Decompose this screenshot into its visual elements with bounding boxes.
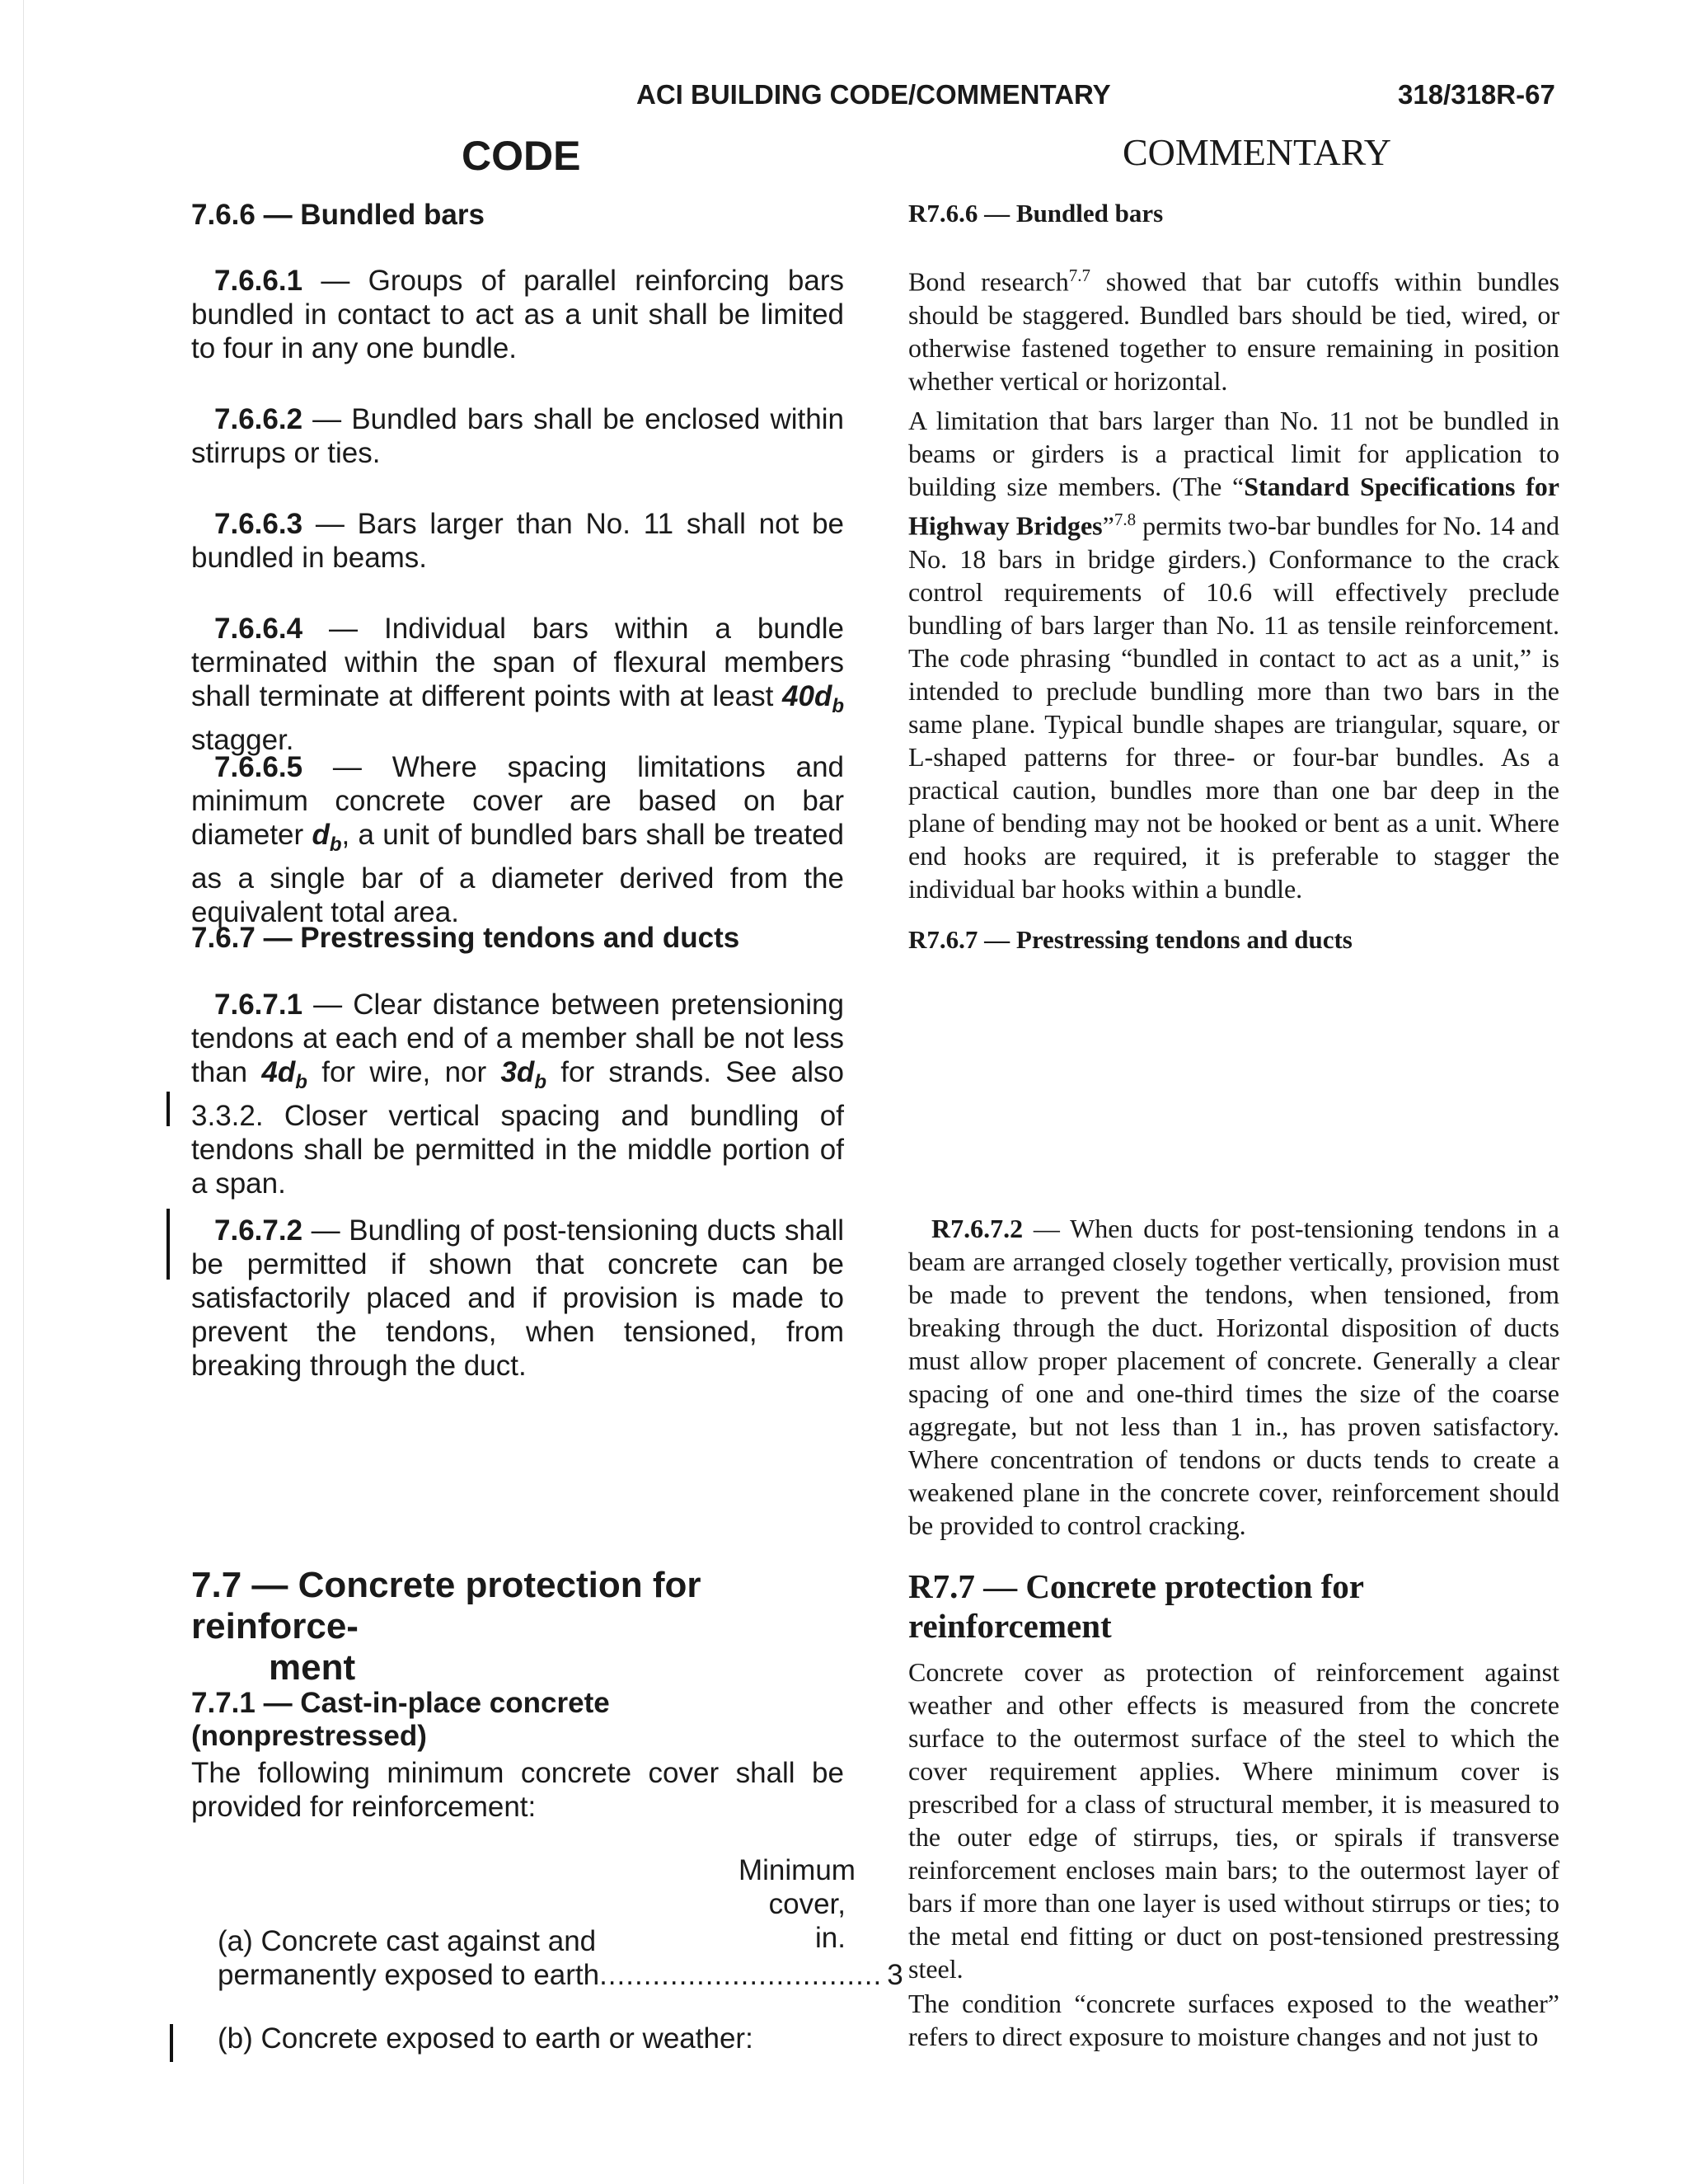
code-7-6-7-1-strand: 3d xyxy=(500,1056,535,1088)
code-7-6-6-5-text-a: — Where spacing limitations and minimum concrete cover are based on bar diameter xyxy=(191,751,844,851)
code-7-6-6-1 xyxy=(191,264,844,365)
commentary-column-heading: COMMENTARY xyxy=(1123,131,1392,173)
code-7-6-6-2-text: — Bundled bars shall be enclosed within stirrups or ties. xyxy=(191,403,844,469)
reference-superscript: 7.8 xyxy=(1114,510,1137,529)
code-7-6-7-1-sub1: b xyxy=(295,1071,307,1093)
code-7-6-6-1-number: 7.6.6.1 xyxy=(214,265,303,297)
change-bar xyxy=(166,1209,170,1280)
cover-item-a-line2: permanently exposed to earth xyxy=(218,1959,600,1991)
code-column-heading: CODE xyxy=(462,133,581,179)
change-bar xyxy=(170,2024,173,2062)
code-7-6-6-1-text: — Groups of parallel reinforcing bars bundled in contact to act as a unit shall be limited to four in any one bundle. xyxy=(191,265,844,364)
cover-item-a xyxy=(218,1924,903,1992)
leader-dots: ................................ xyxy=(599,1959,883,1991)
commentary-r7-7-p2: The condition “concrete surfaces exposed to the weather” refers to direct exposure to moisture changes and not just to xyxy=(908,1989,1559,2051)
code-7-6-6-3 xyxy=(191,507,844,575)
code-7-6-6-5-d: d xyxy=(312,819,330,851)
commentary-r7-6-6-p2-a: A limitation that bars larger than No. 11 not be bundled in beams or girders is a practical limit for application to building size members. (The “ xyxy=(908,406,1559,501)
cover-header-line1: Minimum xyxy=(738,1854,856,1886)
commentary-section-r7-7-title: R7.7 — Concrete protection for reinforcement xyxy=(908,1567,1364,1645)
commentary-section-r7-6-7-title: R7.6.7 — Prestressing tendons and ducts xyxy=(908,925,1353,954)
code-7-6-7-1-text-a: — Clear distance between pretensioning tendons at each end of a member shall be not less than xyxy=(191,989,844,1088)
commentary-r7-6-7-2-text: — When ducts for post-tensioning tendons in a beam are arranged closely together vertically, provision must be made to prevent the tendons, when tensioned, from breaking through the duct. Horizontal disposition of ducts must allow proper placement of concrete. Generally a clear spacing of one and one-third times the size of the coarse aggregate, but not less than 1 in., has proven satisfactory. Where concentration of tendons or ducts tends to create a weakened plane in the concrete cover, reinforcement should be provided to control cracking. xyxy=(908,1214,1559,1540)
code-7-6-7-1-sub2: b xyxy=(534,1071,546,1093)
code-7-6-7-1-text-c: for strands. See also 3.3.2. Closer vertical spacing and bundling of tendons shall be permitted in the middle portion of a span. xyxy=(191,1056,844,1200)
commentary-r7-6-7-2 xyxy=(908,1212,1559,1542)
code-7-6-7-1-wire: 4d xyxy=(261,1056,296,1088)
commentary-section-r7-6-6-title: R7.6.6 — Bundled bars xyxy=(908,199,1164,228)
cover-item-b: (b) Concrete exposed to earth or weather: xyxy=(218,2022,753,2055)
commentary-r7-6-7-2-number: R7.6.7.2 xyxy=(931,1214,1024,1243)
reference-superscript: 7.7 xyxy=(1068,265,1090,285)
code-7-6-6-2-number: 7.6.6.2 xyxy=(214,403,303,435)
code-7-6-6-3-number: 7.6.6.3 xyxy=(214,508,303,540)
code-7-6-7-1 xyxy=(191,988,844,1200)
code-section-7-6-7-title: 7.6.7 — Prestressing tendons and ducts xyxy=(191,922,740,954)
code-7-6-6-5-text-b: , a unit of bundled bars shall be treated as a single bar of a diameter derived from the equivalent total area. xyxy=(191,819,844,928)
code-7-6-6-4-end: stagger. xyxy=(191,724,294,756)
code-section-7-6-6-title: 7.6.6 — Bundled bars xyxy=(191,199,485,231)
cover-item-a-value: 3 xyxy=(887,1959,903,1991)
commentary-r7-6-6-p2 xyxy=(908,404,1559,905)
code-section-7-7-title xyxy=(191,1565,844,1688)
commentary-r7-6-6-p1 xyxy=(908,259,1559,397)
cover-header-line2: cover, in. xyxy=(768,1888,846,1954)
commentary-r7-6-6-p1-a: Bond research xyxy=(908,266,1069,297)
change-bar xyxy=(166,1092,170,1126)
code-section-7-7-1-title: 7.7.1 — Cast-in-place concrete (nonprestressed) xyxy=(191,1687,610,1752)
code-section-7-7-title-line2: ment xyxy=(269,1647,356,1688)
commentary-r7-7-p1: Concrete cover as protection of reinforcement against weather and other effects is measured from the concrete surface to the outermost surface of the steel to which the cover requirement applies. Where minimum cover is prescribed for a class of structural member, it is measured to the outer edge of stirrups, ties, or spirals if transverse reinforcement encloses main bars; to the outermost layer of bars if more than one layer is used without stirrups or ties; to the metal end fitting or duct on post-tensioned prestressing steel. xyxy=(908,1657,1559,1984)
code-section-7-7-title-line1: 7.7 — Concrete protection for reinforce- xyxy=(191,1565,701,1646)
commentary-r7-6-6-p2-b: permits two-bar bundles for No. 14 and No. 18 bars in bridge girders.) Conformance to the crack control requirements of 10.6 will effectively preclude bundling of bars larger than No. 11 as tensile reinforcement. The code phrasing “bundled in contact to act as a unit,” is intended to preclude bundling more than two bars in the same plane. Typical bundle shapes are triangular, square, or L-shaped patterns for three- or four-bar bundles. As a practical caution, bundles more than one bar deep in the plane of bending may not be hooked or bent as a unit. Where end hooks are required, it is preferable to stagger the individual bar hooks within a bundle. xyxy=(908,510,1560,904)
code-7-6-7-2-number: 7.6.7.2 xyxy=(214,1214,303,1247)
code-7-6-7-2 xyxy=(191,1214,844,1383)
code-7-6-6-4-stagger: 40d xyxy=(782,680,832,712)
code-7-6-7-2-text: — Bundling of post-tensioning ducts shall be permitted if shown that concrete can be satisfactorily placed and if provision is made to prevent the tendons, when tensioned, from breaking through the duct. xyxy=(191,1214,844,1382)
page-edge-line xyxy=(23,0,24,2184)
code-7-6-6-4-sub: b xyxy=(832,695,844,717)
running-title: ACI BUILDING CODE/COMMENTARY xyxy=(636,79,1111,110)
code-7-6-7-1-number: 7.6.7.1 xyxy=(214,989,303,1021)
code-7-6-7-1-text-b: for wire, nor xyxy=(307,1056,501,1088)
code-7-6-6-5-number: 7.6.6.5 xyxy=(214,751,303,783)
code-7-6-6-4-text: — Individual bars within a bundle terminated within the span of flexural members shall terminate at different points with at least xyxy=(191,613,844,712)
code-7-6-6-3-text: — Bars larger than No. 11 shall not be bundled in beams. xyxy=(191,508,844,574)
code-7-6-6-5 xyxy=(191,750,844,929)
closing-quote: ” xyxy=(1102,510,1114,541)
page-number: 318/318R-67 xyxy=(1398,79,1555,110)
commentary-r7-6-6-p1-b: showed that bar cutoffs within bundles should be staggered. Bundled bars should be tied, wired, or otherwise fastened together to ensure remaining in position whether vertical or horizontal. xyxy=(908,266,1560,396)
code-7-7-1-text: The following minimum concrete cover shall be provided for reinforcement: xyxy=(191,1757,844,1823)
code-7-6-6-5-sub: b xyxy=(329,834,342,856)
cover-item-a-line1: (a) Concrete cast against and xyxy=(218,1925,597,1957)
code-7-6-6-4 xyxy=(191,612,844,757)
code-7-6-6-4-number: 7.6.6.4 xyxy=(214,613,303,645)
standard-specifications-title: Standard Specifications for Highway Bridges xyxy=(908,472,1560,541)
code-7-6-6-2 xyxy=(191,402,844,470)
